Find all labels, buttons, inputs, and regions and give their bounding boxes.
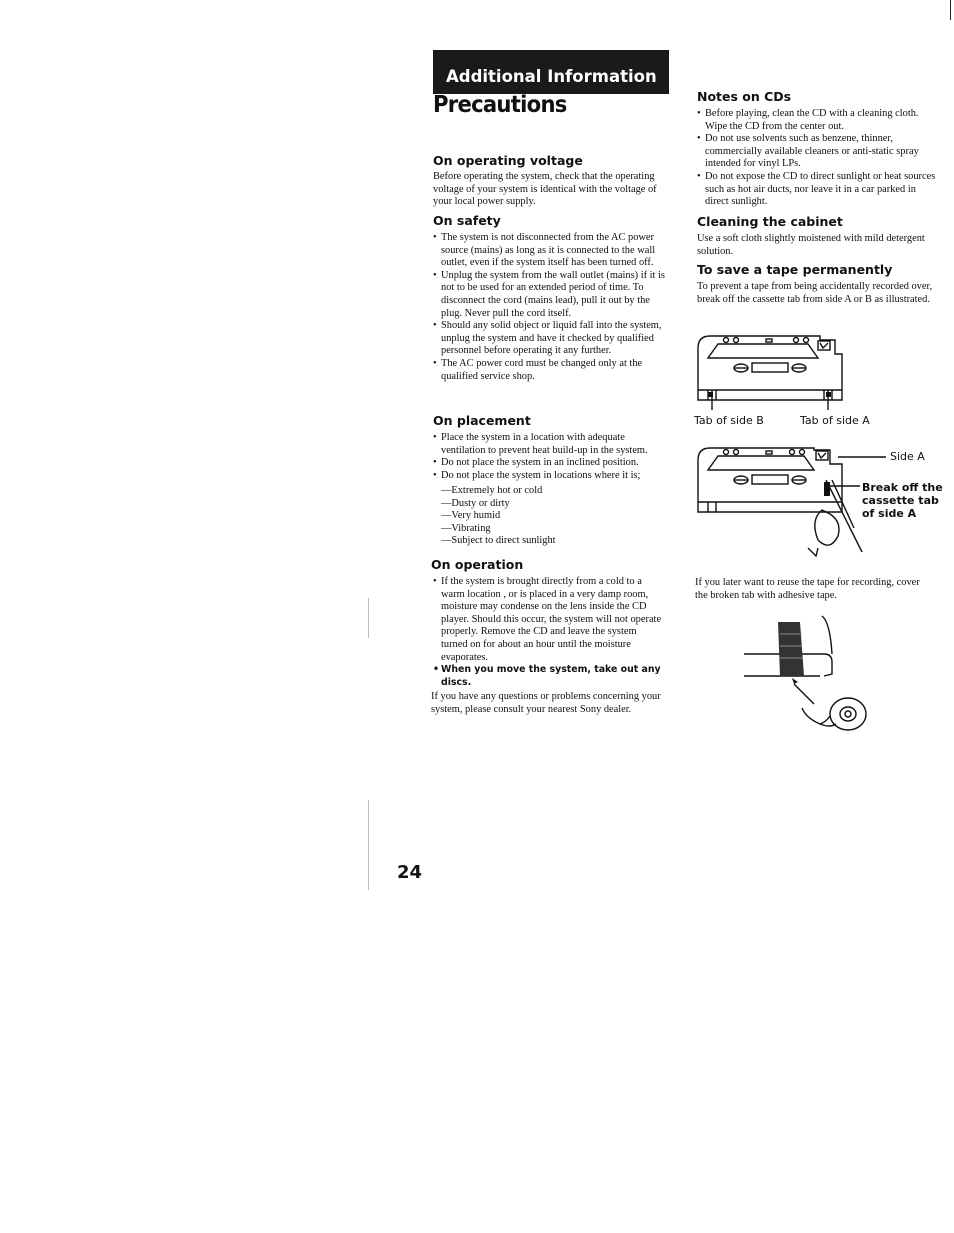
- edge-mark: [950, 0, 951, 20]
- placement-list: [433, 432, 668, 482]
- heading-operation: On operation: [431, 557, 524, 572]
- list-item: • The system is not disconnected from the AC power source (mains) as long as it is connected to the wall outlet, even if the system itself has been turned off.: [433, 232, 665, 270]
- reuse-text: If you later want to reuse the tape for recording, cover the broken tab with adhesive tape.: [695, 577, 920, 601]
- page-number: 24: [397, 862, 423, 883]
- heading-safety: On safety: [433, 213, 501, 228]
- margin-mark: [368, 800, 369, 890]
- heading-notes-cds: Notes on CDs: [697, 89, 792, 104]
- page-title: Precautions: [433, 92, 567, 118]
- list-item: — Very humid: [433, 510, 665, 523]
- list-item-bold: • When you move the system, take out any discs.: [433, 664, 665, 689]
- list-item: • Do not use solvents such as benzene, thinner, commercially available cleaners or anti-static spray intended for vinyl LPs.: [697, 133, 937, 171]
- list-item: • The AC power cord must be changed only at the qualified service shop.: [433, 358, 665, 383]
- side-a-label: Side A: [890, 450, 925, 463]
- list-item: • Do not place the system in locations where it is;: [433, 470, 668, 483]
- closing-text: If you have any questions or problems concerning your system, please consult your nearest Sony dealer.: [431, 691, 661, 715]
- list-item: • Before playing, clean the CD with a cleaning cloth. Wipe the CD from the center out.: [697, 108, 937, 133]
- heading-cleaning: Cleaning the cabinet: [697, 214, 843, 229]
- cds-list: [697, 108, 937, 209]
- list-item: • Place the system in a location with adequate ventilation to prevent heat build-up in the system.: [433, 432, 668, 457]
- save-tape-text: To prevent a tape from being accidentally recorded over, break off the cassette tab from side A or B as illustrated.: [697, 281, 933, 305]
- list-item: — Extremely hot or cold: [433, 485, 665, 498]
- margin-mark: [368, 598, 369, 638]
- list-item: • Unplug the system from the wall outlet (mains) if it is not to be used for an extended period of time. To disconnect the cord (mains lead), pull it out by the plug. Never pull the cord itself.: [433, 270, 665, 320]
- list-item: • Do not place the system in an inclined position.: [433, 457, 668, 470]
- list-item: — Subject to direct sunlight: [433, 535, 665, 548]
- list-item: — Vibrating: [433, 523, 665, 536]
- adhesive-tape-illustration: [740, 612, 875, 737]
- operation-list: [433, 576, 665, 689]
- tab-side-b-label: Tab of side B: [694, 414, 764, 427]
- list-item: • Should any solid object or liquid fall into the system, unplug the system and have it checked by qualified personnel before operating it any further.: [433, 320, 665, 358]
- break-tab-label: Break off the cassette tab of side A: [862, 481, 943, 520]
- operating-voltage-text: Before operating the system, check that the operating voltage of your system is identical with the voltage of your local power supply.: [433, 171, 657, 208]
- section-banner: Additional Information: [433, 50, 669, 94]
- list-item: — Dusty or dirty: [433, 498, 665, 511]
- cleaning-text: Use a soft cloth slightly moistened with mild detergent solution.: [697, 233, 925, 257]
- heading-placement: On placement: [433, 413, 531, 428]
- break-tab-illustration: [690, 440, 890, 558]
- cassette-tabs-illustration: [690, 328, 850, 410]
- heading-operating-voltage: On operating voltage: [433, 153, 583, 168]
- list-item: • Do not expose the CD to direct sunlight or heat sources such as hot air ducts, nor leave it in a car parked in direct sunlight.: [697, 171, 937, 209]
- list-item: • If the system is brought directly from a cold to a warm location , or is placed in a very damp room, moisture may condense on the lens inside the CD player. Should this occur, the system will not operate properly. Remove the CD and leave the system turned on for about an hour until the moisture evaporates.: [433, 576, 665, 664]
- placement-sublist: [433, 485, 665, 548]
- tab-side-a-label: Tab of side A: [800, 414, 870, 427]
- safety-list: [433, 232, 665, 383]
- heading-save-tape: To save a tape permanently: [697, 262, 893, 277]
